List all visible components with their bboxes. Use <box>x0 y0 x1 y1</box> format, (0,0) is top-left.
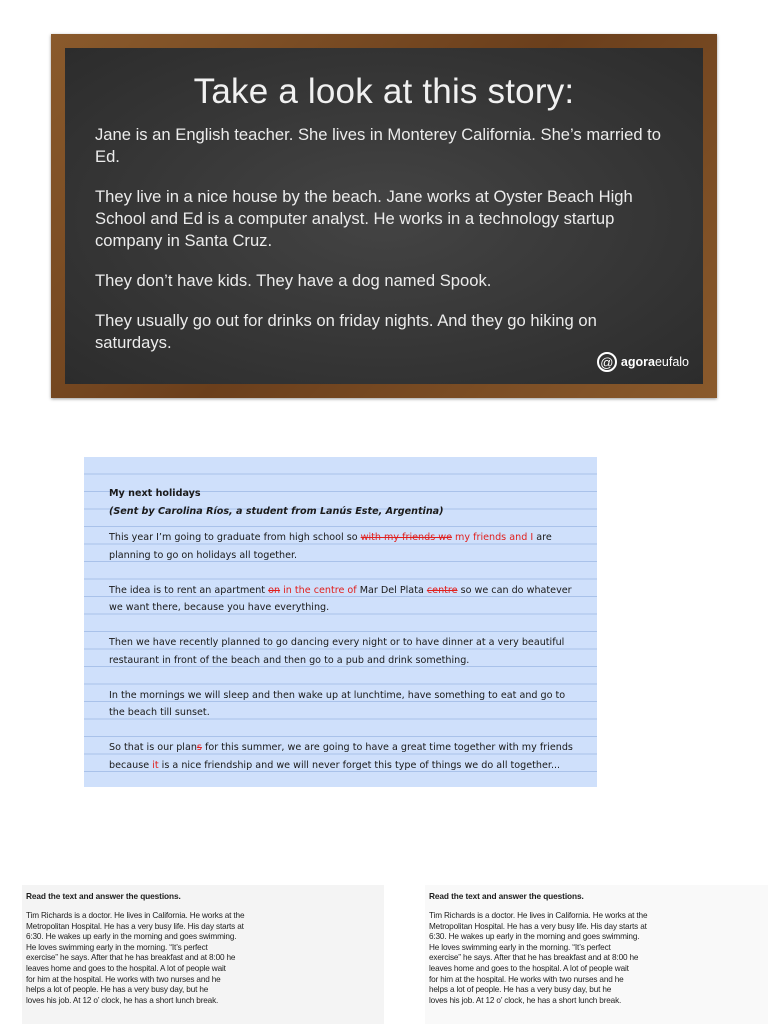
text-segment: are planning to go on holidays all together. <box>109 532 552 561</box>
text-segment: The idea is to rent an apartment <box>109 584 269 596</box>
correction-insert: it <box>152 759 159 771</box>
worksheet-line: Metropolitan Hospital. He has a very busy life. His day starts at <box>26 921 244 931</box>
notebook-title: My next holidays <box>109 488 201 499</box>
correction-strike: with my friends we <box>360 532 452 543</box>
worksheet-line: exercise” he says. After that he has breakfast and at 8:00 he <box>429 953 639 963</box>
worksheet-line: leaves home and goes to the hospital. A lot of people wait <box>26 963 226 973</box>
board-paragraph-2: They live in a nice house by the beach. Jane works at Oyster Beach High School and Ed is a computer analyst. He works in a technology startup company in Santa Cruz. <box>95 187 633 250</box>
worksheet-line: Tim Richards is a doctor. He lives in California. He works at the <box>26 911 245 920</box>
worksheet-line: exercise” he says. After that he has breakfast and at 8:00 he <box>26 953 236 963</box>
worksheet-line: helps a lot of people. He has a very busy day, but he <box>26 985 209 995</box>
worksheet-line: loves his job. At 12 o’ clock, he has a short lunch break. <box>26 995 219 1005</box>
text-segment: Mar Del Plata <box>356 584 427 596</box>
worksheet-line: loves his job. At 12 o’ clock, he has a short lunch break. <box>429 995 622 1005</box>
text-segment: for this summer, we are going to have a great time together with my friends because <box>109 742 573 771</box>
agoraeufalo-logo <box>597 352 689 372</box>
worksheet-heading: Read the text and answer the questions. <box>429 891 584 901</box>
notebook-paragraph-5 <box>109 739 575 774</box>
worksheet-line: for him at the hospital. He works with two nurses and he <box>26 974 221 984</box>
chalkboard-image <box>51 34 717 398</box>
worksheet-line: Tim Richards is a doctor. He lives in California. He works at the <box>429 911 648 920</box>
worksheet-left <box>22 885 384 1024</box>
board-title: Take a look at this story: <box>193 72 575 111</box>
text-segment: is a nice friendship and we will never forget this type of things we do all together... <box>158 759 561 771</box>
worksheet-line: 6:30. He wakes up early in the morning and goes swimming. <box>429 932 640 942</box>
worksheet-line: He loves swimming early in the morning. “It’s perfect <box>26 942 208 952</box>
worksheet-line: leaves home and goes to the hospital. A lot of people wait <box>429 963 629 973</box>
board-paragraph-4: They usually go out for drinks on friday nights. And they go hiking on saturdays. <box>95 311 597 352</box>
worksheet-heading: Read the text and answer the questions. <box>26 891 181 901</box>
notebook-subtitle: (Sent by Carolina Ríos, a student from Lanús Este, Argentina) <box>109 505 444 517</box>
worksheet-line: helps a lot of people. He has a very busy day, but he <box>429 985 612 995</box>
correction-strike: centre <box>426 584 458 596</box>
worksheet-line: for him at the hospital. He works with two nurses and he <box>429 974 624 984</box>
at-sign-icon: @ <box>597 352 617 372</box>
board-paragraph-3: They don’t have kids. They have a dog named Spook. <box>95 271 492 290</box>
notebook-paragraph-3: Then we have recently planned to go dancing every night or to have dinner at a very beautiful restaurant in front of the beach and then go to a pub and drink something. <box>109 637 565 666</box>
chalkboard-surface <box>65 48 703 384</box>
correction-insert: in the centre of <box>280 584 357 596</box>
worksheet-line: Metropolitan Hospital. He has a very busy life. His day starts at <box>429 921 647 931</box>
brand-name-bold: agora <box>620 355 655 369</box>
text-segment: This year I’m going to graduate from high school so <box>109 532 361 543</box>
worksheet-right <box>425 885 768 1024</box>
board-paragraph-1: Jane is an English teacher. She lives in Monterey California. She’s married to Ed. <box>95 125 662 166</box>
notebook-paragraph-1 <box>109 529 575 564</box>
correction-strike: on <box>268 584 281 596</box>
correction-strike: s <box>196 742 202 753</box>
notebook-paragraph-4: In the mornings we will sleep and then wake up at lunchtime, have something to eat and go to the beach till sunset. <box>109 689 566 718</box>
text-segment: so we can do whatever we want there, because you have everything. <box>109 584 572 613</box>
correction-insert: my friends and I <box>452 532 534 543</box>
notebook-page <box>84 457 597 787</box>
brand-name-light: eufalo <box>654 355 689 369</box>
worksheet-line: He loves swimming early in the morning. “It’s perfect <box>429 942 611 952</box>
worksheet-line: 6:30. He wakes up early in the morning and goes swimming. <box>26 932 237 942</box>
notebook-paragraph-2 <box>109 582 575 617</box>
text-segment: So that is our plan <box>109 742 197 753</box>
